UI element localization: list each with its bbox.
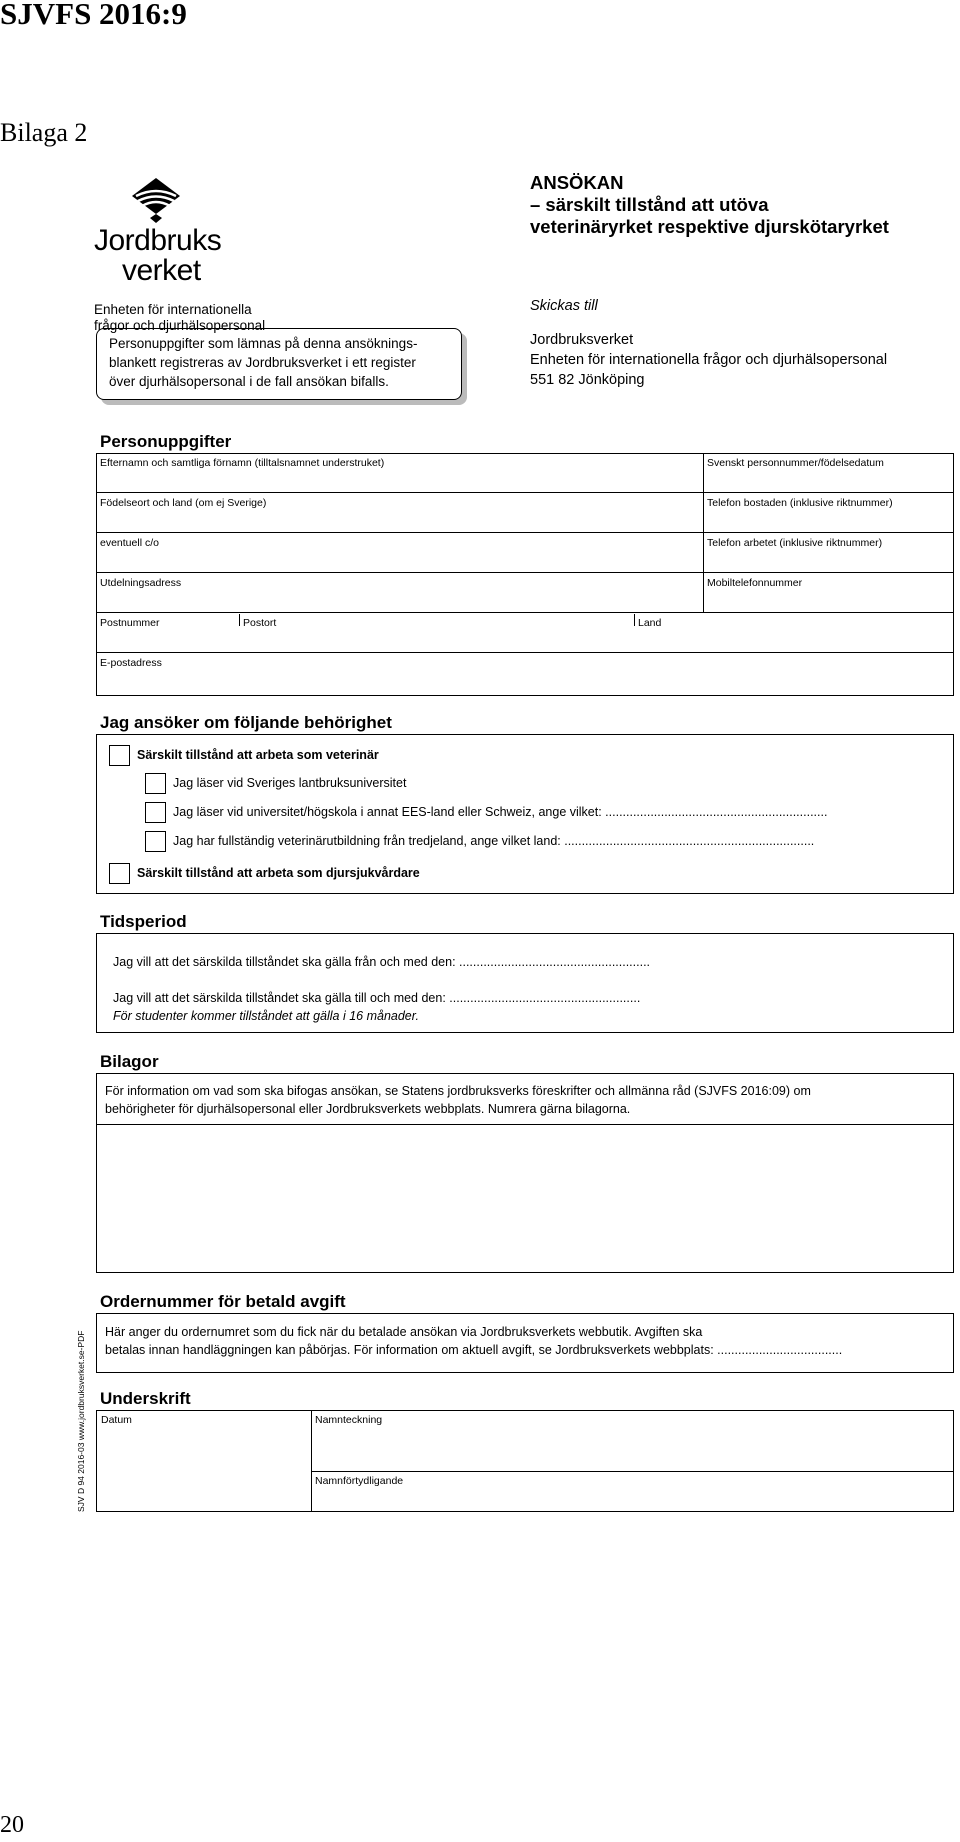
notice-line3: över djurhälsopersonal i de fall ansökan bifalls.	[109, 374, 389, 389]
privacy-notice	[96, 328, 462, 400]
city-field[interactable]: Postort	[243, 617, 277, 629]
order-box[interactable]	[96, 1313, 954, 1373]
period-to[interactable]: Jag vill att det särskilda tillståndet ska gälla till och med den: .......................................................	[113, 991, 641, 1005]
personal-section-title: Personuppgifter	[100, 432, 232, 451]
personal-info-box	[96, 453, 954, 696]
phone-home-field[interactable]: Telefon bostaden (inklusive riktnummer)	[707, 497, 893, 509]
attachments-box[interactable]	[96, 1073, 954, 1273]
notice-line1: Personuppgifter som lämnas på denna ansöknings-	[109, 336, 418, 351]
application-title-main: ANSÖKAN	[530, 172, 624, 193]
notice-line2: blankett registreras av Jordbruksverket i ett register	[109, 355, 416, 370]
birthplace-field[interactable]: Födelseort och land (om ej Sverige)	[100, 497, 267, 509]
address-field[interactable]: Utdelningsadress	[100, 577, 182, 589]
country-field[interactable]: Land	[638, 617, 662, 629]
jordbruksverket-logo-icon	[128, 176, 184, 224]
slu-label: Jag läser vid Sveriges lantbruksuniversitet	[173, 776, 407, 790]
authorization-section-title: Jag ansöker om följande behörighet	[100, 713, 392, 732]
ees-checkbox[interactable]	[145, 802, 166, 823]
vet-checkbox[interactable]	[109, 745, 130, 766]
postcode-field[interactable]: Postnummer	[100, 617, 160, 629]
period-section-title: Tidsperiod	[100, 912, 187, 931]
attachments-line1: För information om vad som ska bifogas ansökan, se Statens jordbruksverks föreskrifter och allmänna råd (SJVFS 2016:09) om	[105, 1084, 811, 1098]
send-to-label: Skickas till	[530, 298, 598, 314]
appendix-title: Bilaga 2	[0, 118, 88, 147]
order-section-title: Ordernummer för betald avgift	[100, 1292, 346, 1311]
nurse-checkbox[interactable]	[109, 863, 130, 884]
ees-label: Jag läser vid universitet/högskola i annat EES-land eller Schweiz, ange vilket: ................................................................	[173, 805, 828, 819]
slu-checkbox[interactable]	[145, 773, 166, 794]
period-box	[96, 933, 954, 1033]
nurse-label: Särskilt tillstånd att arbeta som djursjukvårdare	[137, 866, 420, 880]
order-line1: Här anger du ordernumret som du fick när du betalade ansökan via Jordbruksverkets webbutik. Avgiften ska	[105, 1325, 703, 1339]
document-reference: SJVFS 2016:9	[0, 0, 187, 31]
phone-work-field[interactable]: Telefon arbetet (inklusive riktnummer)	[707, 537, 883, 549]
third-country-label: Jag har fullständig veterinärutbildning från tredjeland, ange vilket land: ........................................................................	[173, 834, 815, 848]
name-field[interactable]: Efternamn och samtliga förnamn (tilltalsnamnet understruket)	[100, 457, 385, 469]
attachments-line2: behörigheter för djurhälsopersonal eller Jordbruksverkets webbplats. Numrera gärna bilagorna.	[105, 1102, 631, 1116]
authorization-box	[96, 734, 954, 894]
application-subtitle2: veterinäryrket respektive djurskötaryrket	[530, 216, 889, 237]
signature-box	[96, 1410, 954, 1512]
date-field[interactable]: Datum	[101, 1414, 132, 1426]
mobile-field[interactable]: Mobiltelefonnummer	[707, 577, 803, 589]
personnummer-field[interactable]: Svenskt personnummer/födelsedatum	[707, 457, 884, 469]
attachments-section-title: Bilagor	[100, 1052, 159, 1071]
send-to-line3: 551 82 Jönköping	[530, 372, 645, 388]
application-subtitle1: – särskilt tillstånd att utöva	[530, 194, 769, 215]
order-line2: betalas innan handläggningen kan påbörjas. För information om aktuell avgift, se Jordbruksverkets webbplats: ....................................	[105, 1343, 843, 1357]
unit-line2: frågor och djurhälsopersonal	[94, 318, 266, 333]
form-id: SJV D 94 2016-03 www.jordbruksverket.se-PDF	[76, 1330, 86, 1512]
logo-name-line1: Jordbruks	[94, 224, 222, 257]
co-field[interactable]: eventuell c/o	[100, 537, 159, 549]
signature-field[interactable]: Namnteckning	[315, 1414, 383, 1426]
application-title	[530, 172, 889, 238]
signature-section-title: Underskrift	[100, 1389, 191, 1408]
period-from[interactable]: Jag vill att det särskilda tillståndet ska gälla från och med den: .......................................................	[113, 955, 651, 969]
send-to-address	[530, 296, 887, 390]
page-number: 20	[0, 1812, 24, 1838]
send-to-line1: Jordbruksverket	[530, 332, 634, 348]
third-country-checkbox[interactable]	[145, 831, 166, 852]
unit-line1: Enheten för internationella	[94, 302, 252, 317]
send-to-line2: Enheten för internationella frågor och djurhälsopersonal	[530, 352, 888, 368]
logo	[94, 176, 324, 334]
email-field[interactable]: E-postadress	[100, 657, 162, 669]
logo-name-line2: verket	[122, 254, 201, 287]
vet-label: Särskilt tillstånd att arbeta som veterinär	[137, 748, 379, 762]
period-note: För studenter kommer tillståndet att gälla i 16 månader.	[113, 1009, 419, 1023]
name-clarification-field[interactable]: Namnförtydligande	[315, 1475, 404, 1487]
